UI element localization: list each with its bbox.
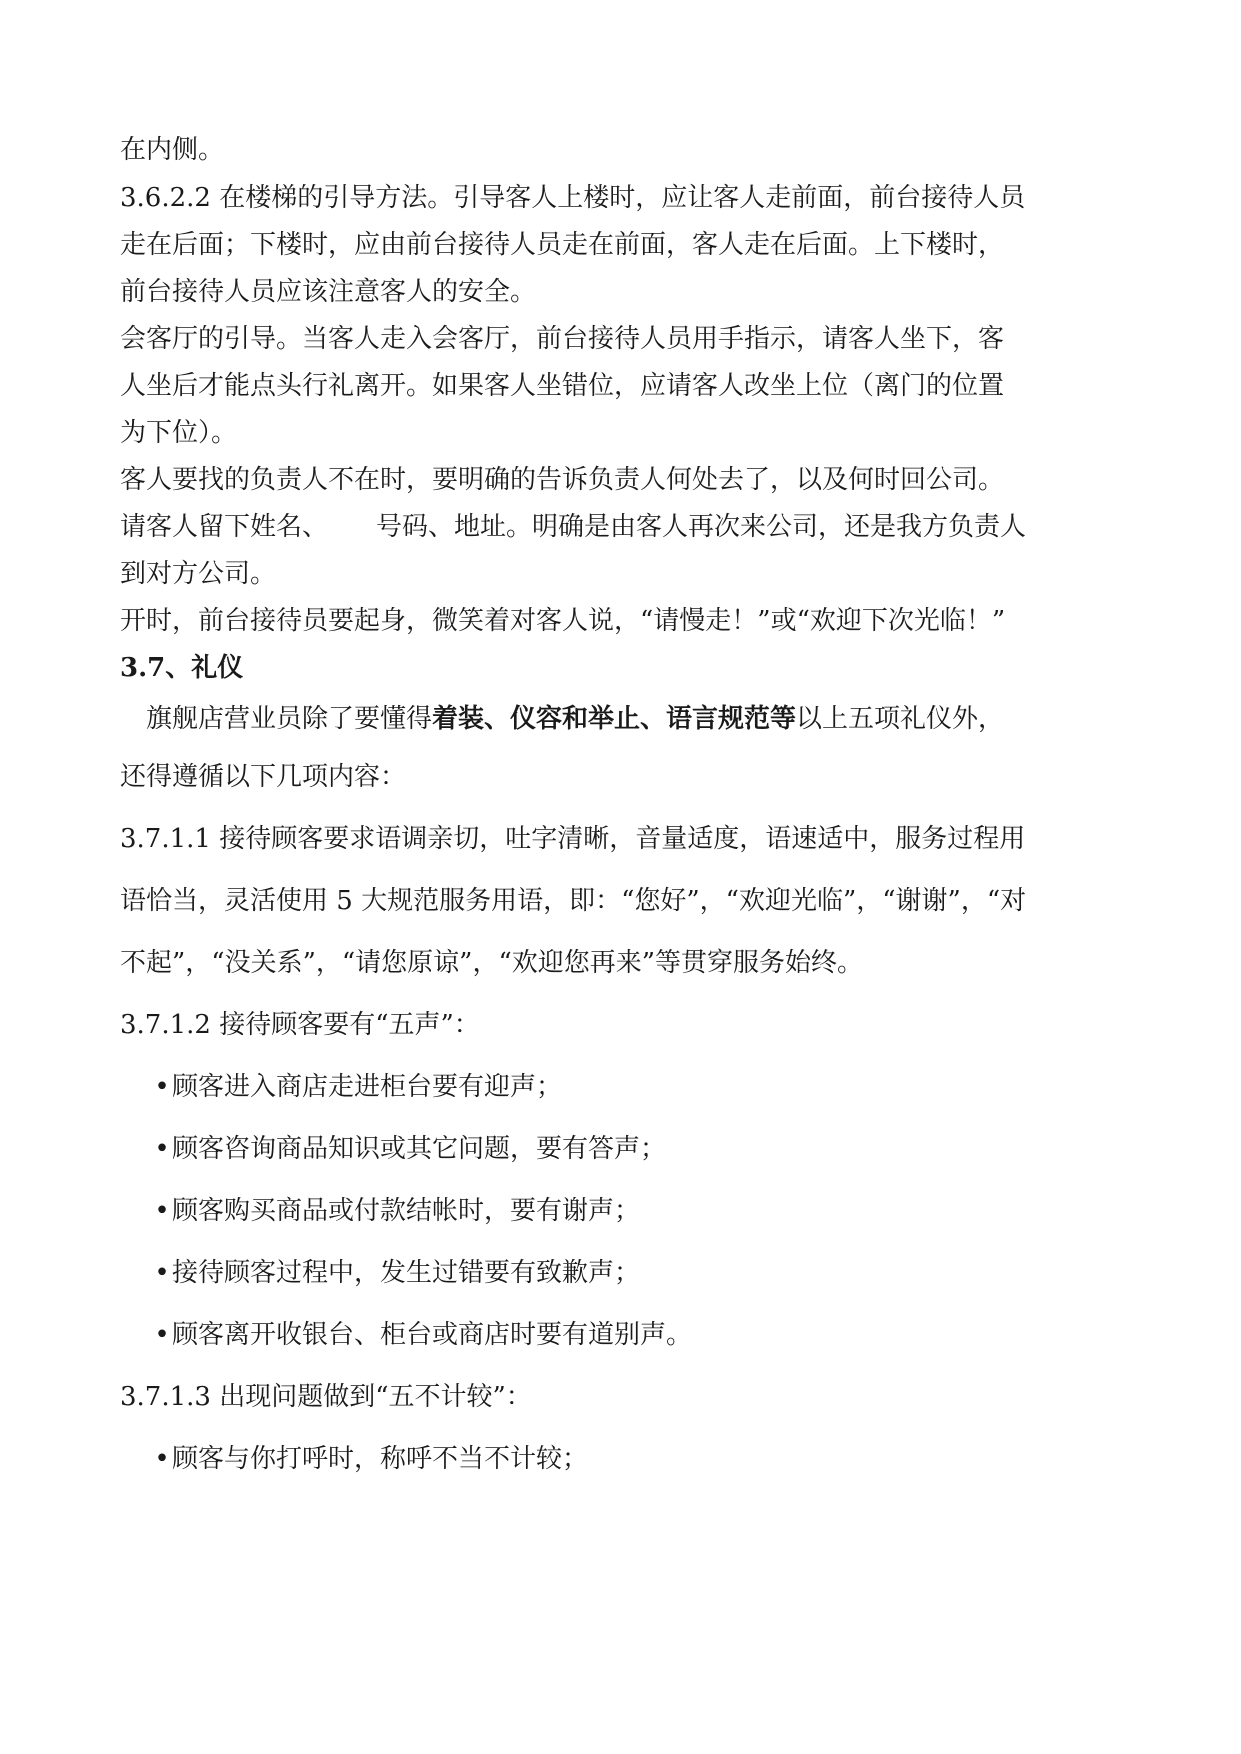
text-segment: 旗舰店营业员除了要懂得 — [146, 704, 433, 734]
subsection-title: 3.7.1.2 接待顾客要有“五声”： — [120, 1010, 480, 1040]
bullet-icon: • — [154, 1196, 170, 1226]
bullet-icon: • — [154, 1134, 170, 1164]
bullet-item — [152, 1132, 666, 1166]
text-line: 开时，前台接待员要起身，微笑着对客人说，“请慢走！”或“欢迎下次光临！” — [120, 606, 1006, 636]
paragraph-line — [146, 702, 1004, 736]
bullet-text: 顾客购买商品或付款结帐时，要有谢声； — [172, 1196, 641, 1226]
bullet-icon: • — [154, 1258, 170, 1288]
text-line: 到对方公司。 — [120, 559, 277, 589]
bold-text-segment: 着装、仪容和举止、语言规范等 — [432, 704, 797, 734]
bullet-icon: • — [154, 1320, 170, 1350]
text-line: 客人要找的负责人不在时，要明确的告诉负责人何处去了，以及何时回公司。 — [120, 465, 1005, 495]
bullet-text: 顾客离开收银台、柜台或商店时要有道别声。 — [172, 1320, 693, 1350]
paragraph-line: 3.7.1.1 接待顾客要求语调亲切，吐字清晰，音量适度，语速适中，服务过程用 — [120, 824, 1026, 854]
bullet-text: 顾客咨询商品知识或其它问题，要有答声； — [172, 1134, 667, 1164]
text-line: 走在后面；下楼时，应由前台接待人员走在前面，客人走在后面。上下楼时， — [120, 230, 1005, 260]
paragraph-line: 不起”，“没关系”，“请您原谅”，“欢迎您再来”等贯穿服务始终。 — [120, 948, 864, 978]
text-line — [120, 510, 1026, 544]
bullet-icon: • — [154, 1444, 170, 1474]
text-line: 人坐后才能点头行礼离开。如果客人坐错位，应请客人改坐上位（离门的位置 — [120, 371, 1005, 401]
bullet-item — [152, 1194, 640, 1228]
bullet-item — [152, 1256, 640, 1290]
bullet-text: 接待顾客过程中，发生过错要有致歉声； — [172, 1258, 641, 1288]
bullet-text: 顾客进入商店走进柜台要有迎声； — [172, 1072, 563, 1102]
subsection-title: 3.7.1.3 出现问题做到“五不计较”： — [120, 1382, 532, 1412]
bullet-item — [152, 1318, 692, 1352]
text-line: 3.6.2.2 在楼梯的引导方法。引导客人上楼时，应让客人走前面，前台接待人员 — [120, 183, 1026, 213]
bullet-item — [152, 1442, 588, 1476]
section-heading: 3.7、礼仪 — [120, 653, 244, 683]
text-line: 会客厅的引导。当客人走入会客厅，前台接待人员用手指示，请客人坐下，客 — [120, 324, 1005, 354]
text-line: 在内侧。 — [120, 135, 225, 165]
bullet-text: 顾客与你打呼时，称呼不当不计较； — [172, 1444, 589, 1474]
bullet-icon: • — [154, 1072, 170, 1102]
text-segment: 号码、地址。明确是由客人再次来公司，还是我方负责人 — [376, 512, 1027, 542]
text-line: 前台接待人员应该注意客人的安全。 — [120, 277, 537, 307]
paragraph-line: 还得遵循以下几项内容： — [120, 762, 407, 792]
text-segment: 请客人留下姓名、 — [120, 512, 329, 542]
text-segment: 以上五项礼仪外， — [796, 704, 1005, 734]
paragraph-line: 语恰当，灵活使用 5 大规范服务用语，即：“您好”，“欢迎光临”，“谢谢”，“对 — [120, 886, 1027, 916]
bullet-item — [152, 1070, 562, 1104]
text-line: 为下位）。 — [120, 418, 238, 448]
